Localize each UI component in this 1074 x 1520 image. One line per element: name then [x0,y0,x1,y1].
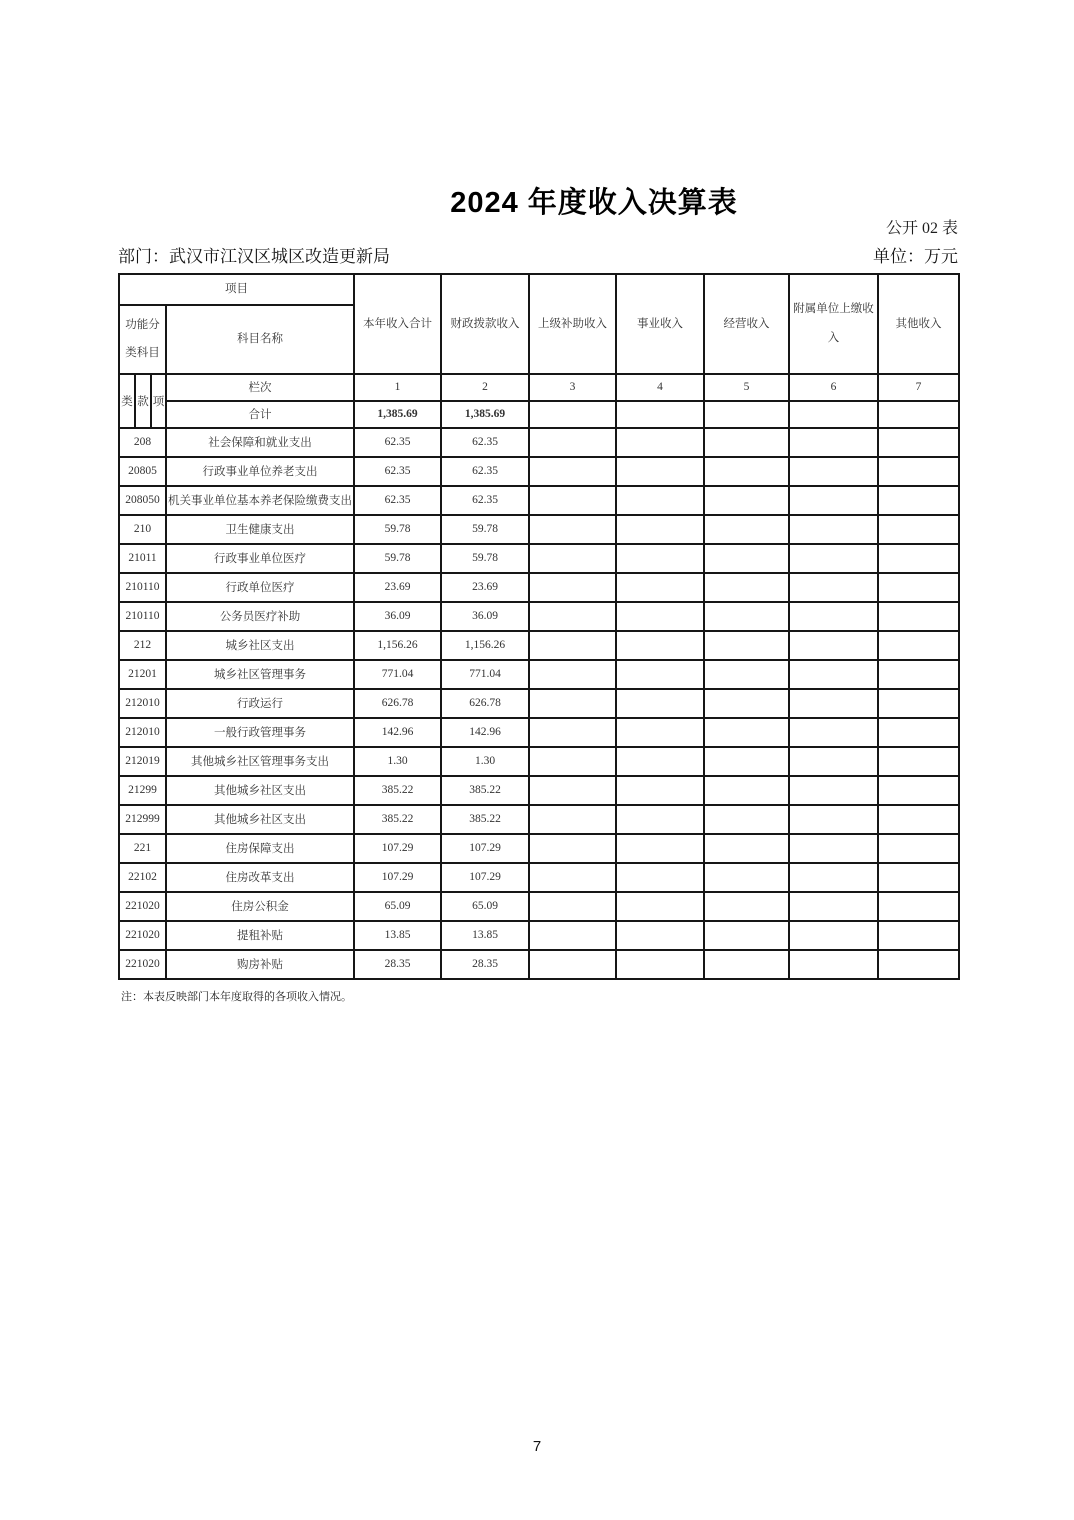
header-row-project [119,274,959,305]
row-subject-name: 一般行政管理事务 [166,718,354,747]
row-subject-name: 住房保障支出 [166,834,354,863]
table-row [119,950,959,979]
row-value: 142.96 [354,718,441,747]
row-value [704,631,789,660]
row-value [878,486,959,515]
row-value [878,602,959,631]
row-value: 385.22 [441,805,529,834]
row-value [878,718,959,747]
total-value [878,401,959,428]
project-header: 项目 [119,274,354,305]
row-subject-name: 购房补贴 [166,950,354,979]
row-value [616,428,704,457]
row-value [878,747,959,776]
col-header-other-income: 其他收入 [878,274,959,374]
row-value [704,776,789,805]
row-code: 22102 [119,863,166,892]
row-value [616,950,704,979]
row-value [704,573,789,602]
table-row [119,544,959,573]
col-index: 5 [704,374,789,401]
row-code: 221020 [119,921,166,950]
row-subject-name: 机关事业单位基本养老保险缴费支出 [166,486,354,515]
row-value [704,805,789,834]
row-value [529,921,616,950]
total-value: 1,385.69 [354,401,441,428]
row-value [616,776,704,805]
public-table-label: 公开 02 表 [885,220,958,237]
table-row [119,515,959,544]
row-value [789,457,878,486]
row-value [616,602,704,631]
row-value: 62.35 [354,457,441,486]
table-note: 注：本表反映部门本年度取得的各项收入情况。 [121,991,352,1003]
row-value: 385.22 [354,776,441,805]
row-value: 62.35 [441,457,529,486]
col-index: 1 [354,374,441,401]
row-value [878,660,959,689]
row-value: 59.78 [441,515,529,544]
row-code: 212019 [119,747,166,776]
row-value [616,573,704,602]
row-subject-name: 行政运行 [166,689,354,718]
row-subject-name: 行政单位医疗 [166,573,354,602]
row-value [616,631,704,660]
row-value [616,457,704,486]
row-value: 62.35 [354,486,441,515]
row-code: 221 [119,834,166,863]
row-value [878,544,959,573]
row-value [616,660,704,689]
row-value [704,921,789,950]
row-value: 771.04 [354,660,441,689]
revenue-table [118,273,960,980]
row-value [878,573,959,602]
table-row [119,428,959,457]
row-value [704,863,789,892]
table-row [119,892,959,921]
row-value [878,863,959,892]
row-value [878,776,959,805]
row-value [789,428,878,457]
subject-name-header: 科目名称 [166,305,354,374]
row-value: 13.85 [354,921,441,950]
row-value: 62.35 [354,428,441,457]
row-code: 208050 [119,486,166,515]
table-row [119,747,959,776]
sub-col-lei: 类 [119,374,135,428]
row-value: 771.04 [441,660,529,689]
row-value [789,747,878,776]
row-code: 210 [119,515,166,544]
row-value [704,689,789,718]
lanci-label: 栏次 [166,374,354,401]
row-value: 107.29 [354,834,441,863]
row-value: 59.78 [441,544,529,573]
row-value [529,428,616,457]
col-header-total-income: 本年收入合计 [354,274,441,374]
row-value [616,515,704,544]
row-value [529,747,616,776]
table-row [119,805,959,834]
row-value [529,515,616,544]
row-value [789,486,878,515]
table-row [119,486,959,515]
table-row [119,718,959,747]
row-value [529,631,616,660]
table-row [119,631,959,660]
row-value [529,602,616,631]
page-title: 2024 年度收入决算表 [450,187,738,219]
row-value: 13.85 [441,921,529,950]
row-value [616,921,704,950]
row-value [616,747,704,776]
row-value [878,892,959,921]
row-value: 36.09 [441,602,529,631]
row-value [704,718,789,747]
row-value [529,776,616,805]
row-subject-name: 住房改革支出 [166,863,354,892]
row-value [616,689,704,718]
row-value [789,573,878,602]
total-row [119,401,959,428]
row-code: 21011 [119,544,166,573]
row-value: 65.09 [354,892,441,921]
row-subject-name: 其他城乡社区支出 [166,805,354,834]
row-value [529,457,616,486]
col-header-business-income: 事业收入 [616,274,704,374]
row-value: 23.69 [354,573,441,602]
row-code: 21201 [119,660,166,689]
row-value [878,631,959,660]
row-value [878,834,959,863]
row-value [616,863,704,892]
func-class-header: 功能分类科目 [119,305,166,374]
row-value [616,544,704,573]
row-value [529,950,616,979]
row-value [529,486,616,515]
row-value [878,428,959,457]
row-subject-name: 其他城乡社区管理事务支出 [166,747,354,776]
table-row [119,834,959,863]
row-value: 385.22 [354,805,441,834]
row-code: 221020 [119,950,166,979]
row-value: 1.30 [354,747,441,776]
row-value [704,486,789,515]
row-code: 210110 [119,573,166,602]
row-value [704,834,789,863]
row-subject-name: 社会保障和就业支出 [166,428,354,457]
row-value [529,544,616,573]
row-value [529,689,616,718]
row-value [878,805,959,834]
total-value [616,401,704,428]
row-value: 1.30 [441,747,529,776]
row-code: 208 [119,428,166,457]
col-header-affiliated-unit-income: 附属单位上缴收入 [789,274,878,374]
total-value [789,401,878,428]
row-value [704,544,789,573]
row-subject-name: 行政事业单位养老支出 [166,457,354,486]
row-value: 1,156.26 [441,631,529,660]
row-value [789,544,878,573]
table-row [119,457,959,486]
row-subject-name: 行政事业单位医疗 [166,544,354,573]
row-value [616,892,704,921]
row-value: 59.78 [354,515,441,544]
row-value [878,921,959,950]
row-value [878,689,959,718]
row-code: 221020 [119,892,166,921]
row-value: 385.22 [441,776,529,805]
row-value: 107.29 [354,863,441,892]
table-row [119,602,959,631]
col-header-superior-subsidy: 上级补助收入 [529,274,616,374]
row-value [878,457,959,486]
row-value [529,805,616,834]
sub-col-kuan: 款 [135,374,151,428]
row-value [789,921,878,950]
total-value [529,401,616,428]
row-value [704,602,789,631]
row-value [789,863,878,892]
row-subject-name: 提租补贴 [166,921,354,950]
row-code: 20805 [119,457,166,486]
row-value: 107.29 [441,863,529,892]
page-number: 7 [532,1438,542,1455]
row-value [616,718,704,747]
col-index: 6 [789,374,878,401]
row-value [616,834,704,863]
row-code: 212010 [119,718,166,747]
row-value [789,892,878,921]
row-value [789,718,878,747]
row-code: 212010 [119,689,166,718]
table-row [119,863,959,892]
table-row [119,573,959,602]
row-value [529,718,616,747]
row-value: 626.78 [441,689,529,718]
row-value: 1,156.26 [354,631,441,660]
row-value: 65.09 [441,892,529,921]
unit-label: 单位：万元 [873,247,958,266]
total-value: 1,385.69 [441,401,529,428]
row-value [616,805,704,834]
row-value [789,631,878,660]
row-subject-name: 其他城乡社区支出 [166,776,354,805]
row-value [704,428,789,457]
row-value [789,689,878,718]
col-index: 3 [529,374,616,401]
row-subject-name: 城乡社区支出 [166,631,354,660]
row-value: 107.29 [441,834,529,863]
row-value: 62.35 [441,428,529,457]
row-subject-name: 卫生健康支出 [166,515,354,544]
row-value: 59.78 [354,544,441,573]
col-header-operating-income: 经营收入 [704,274,789,374]
row-value [529,660,616,689]
row-value [529,863,616,892]
row-value [789,602,878,631]
col-index: 7 [878,374,959,401]
column-index-row [119,374,959,401]
col-index: 4 [616,374,704,401]
row-value [704,892,789,921]
table-row [119,776,959,805]
row-value [878,515,959,544]
total-value [704,401,789,428]
col-index: 2 [441,374,529,401]
total-label: 合计 [166,401,354,428]
table-row [119,689,959,718]
row-value: 62.35 [441,486,529,515]
table-row [119,921,959,950]
row-value [529,834,616,863]
row-value [704,457,789,486]
col-header-fiscal-appropriation: 财政拨款收入 [441,274,529,374]
row-value [789,834,878,863]
row-subject-name: 城乡社区管理事务 [166,660,354,689]
row-value [704,515,789,544]
row-value: 626.78 [354,689,441,718]
row-value [704,660,789,689]
meta-row [118,242,958,267]
sub-col-xiang: 项 [151,374,166,428]
row-code: 21299 [119,776,166,805]
row-value [789,950,878,979]
row-value [704,950,789,979]
row-value [529,573,616,602]
row-value [789,776,878,805]
row-value: 28.35 [441,950,529,979]
table-row [119,660,959,689]
row-value: 28.35 [354,950,441,979]
row-value [789,805,878,834]
row-value [789,660,878,689]
row-value: 23.69 [441,573,529,602]
row-value: 142.96 [441,718,529,747]
row-value [704,747,789,776]
row-code: 212 [119,631,166,660]
row-code: 210110 [119,602,166,631]
row-value [616,486,704,515]
row-subject-name: 公务员医疗补助 [166,602,354,631]
department-label: 部门：武汉市江汉区城区改造更新局 [118,247,390,266]
row-value: 36.09 [354,602,441,631]
row-value [878,950,959,979]
row-value [529,892,616,921]
row-value [789,515,878,544]
row-subject-name: 住房公积金 [166,892,354,921]
row-code: 212999 [119,805,166,834]
